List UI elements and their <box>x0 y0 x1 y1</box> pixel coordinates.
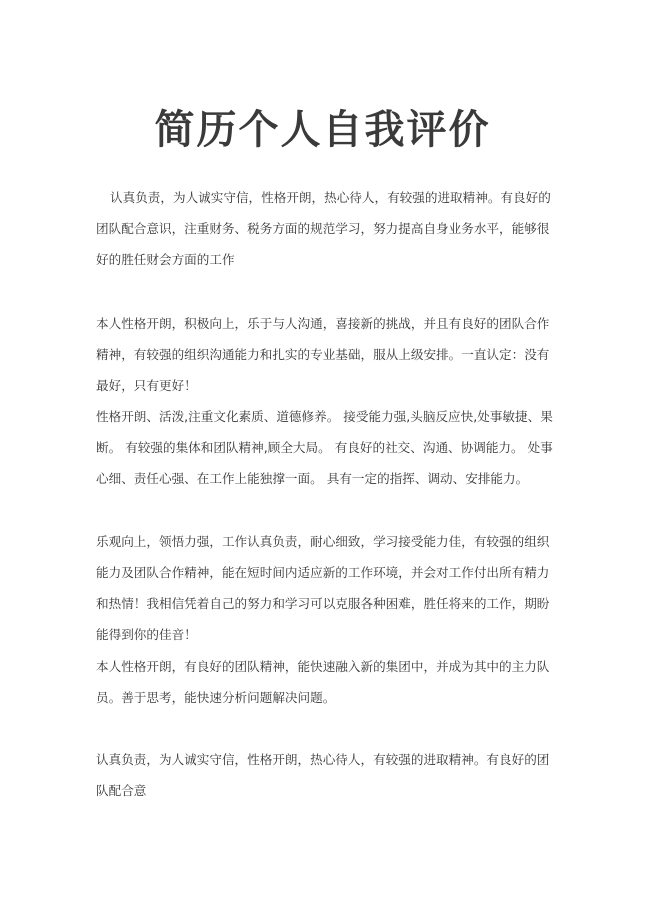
paragraph-6: 认真负责，为人诚实守信，性格开朗，热心待人，有较强的进取精神。有良好的团队配合意 <box>96 752 550 798</box>
paragraph-5: 本人性格开朗，有良好的团队精神，能快速融入新的集团中，并成为其中的主力队员。善于思考，能快速分析问题解决问题。 <box>96 659 550 705</box>
paragraph-2: 本人性格开朗，积极向上，乐于与人沟通，喜接新的挑战，并且有良好的团队合作精神，有较强的组织沟通能力和扎实的专业基础，服从上级安排。一直认定：没有最好，只有更好！ <box>96 316 550 393</box>
paragraph-3: 性格开朗、活泼,注重文化素质、道德修养。 接受能力强,头脑反应快,处事敏捷、果断。 有较强的集体和团队精神,顾全大局。 有良好的社交、沟通、协调能力。 处事心细、责任心强、在工作上能独撑一面。 具有一定的指挥、调动、安排能力。 <box>96 409 553 486</box>
document-title: 简历个人自我评价 <box>154 107 491 153</box>
paragraph-4: 乐观向上，领悟力强，工作认真负责，耐心细致，学习接受能力佳，有较强的组织能力及团队合作精神，能在短时间内适应新的工作环境，并会对工作付出所有精力和热情！我相信凭着自己的努力和学习可以克服各种困难，胜任将来的工作，期盼能得到你的佳音！ <box>96 534 550 642</box>
paragraph-1: 认真负责，为人诚实守信，性格开朗，热心待人，有较强的进取精神。有良好的团队配合意识，注重财务、税务方面的规范学习，努力提高自身业务水平，能够很好的胜任财会方面的工作 <box>96 190 551 267</box>
